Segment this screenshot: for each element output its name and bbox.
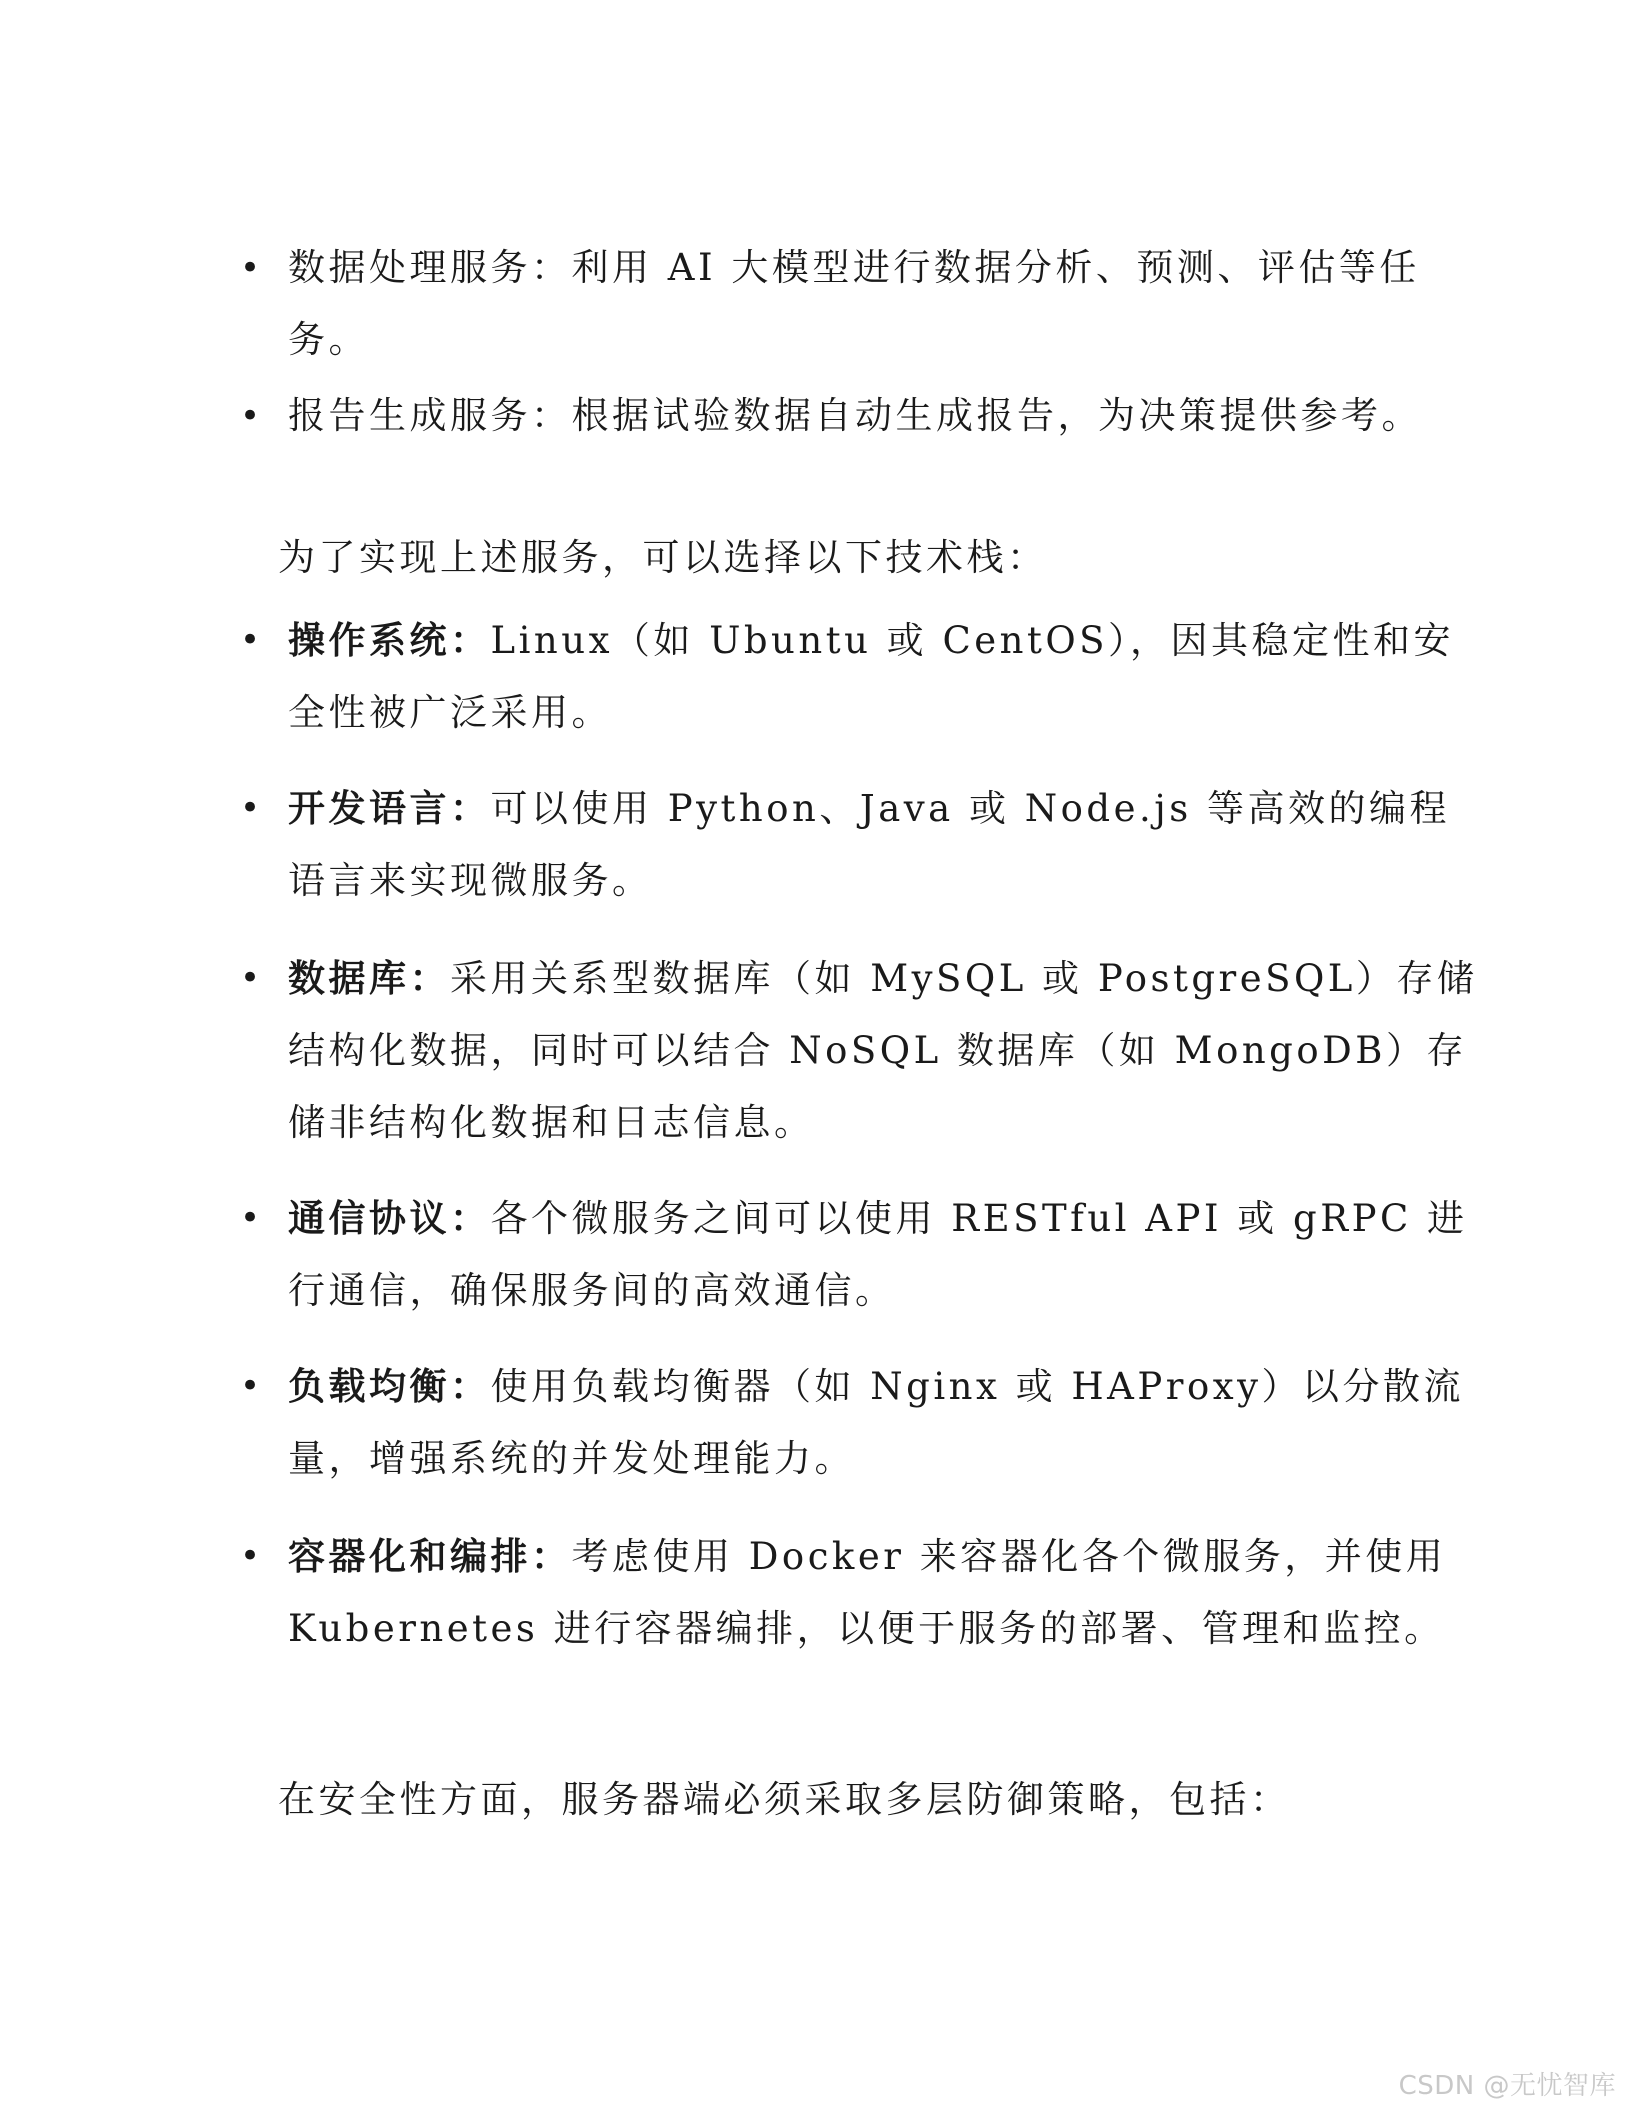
list-item-text: 数据处理服务：利用 AI 大模型进行数据分析、预测、评估等任务。 <box>288 246 1420 361</box>
watermark: CSDN @无忧智库 <box>1398 2071 1616 2101</box>
list-item-text <box>288 1182 1478 1327</box>
bullet: • <box>240 248 261 288</box>
bullet: • <box>240 958 261 998</box>
list-item-lead: 负载均衡： <box>288 1364 491 1408</box>
list-item-body: 各个微服务之间可以使用 RESTful API 或 gRPC 进行通信，确保服务间的高效通信。 <box>288 1197 1468 1312</box>
list-item-text: 报告生成服务：根据试验数据自动生成报告，为决策提供参考。 <box>288 394 1422 437</box>
bullet: • <box>240 1366 261 1406</box>
bullet: • <box>240 1536 261 1576</box>
list-item-body: 考虑使用 Docker 来容器化各个微服务，并使用 Kubernetes 进行容器编排，以便于服务的部署、管理和监控。 <box>288 1535 1447 1650</box>
list-item-text <box>288 604 1478 749</box>
list-item-text <box>288 772 1478 917</box>
bullet: • <box>240 620 261 660</box>
list-item-body: 可以使用 Python、Java 或 Node.js 等高效的编程语言来实现微服务。 <box>288 787 1450 902</box>
list-item-text <box>288 1350 1478 1495</box>
list-item-lead: 容器化和编排： <box>288 1534 572 1578</box>
list-item-text <box>288 1520 1478 1665</box>
intro-paragraph: 为了实现上述服务，可以选择以下技术栈： <box>278 536 1048 579</box>
list-item-body: Linux（如 Ubuntu 或 CentOS），因其稳定性和安全性被广泛采用。 <box>288 619 1455 734</box>
bullet: • <box>240 396 261 436</box>
bullet: • <box>240 788 261 828</box>
bullet: • <box>240 1198 261 1238</box>
list-item-lead: 通信协议： <box>288 1196 491 1240</box>
list-item-lead: 操作系统： <box>288 618 491 662</box>
list-item-text <box>288 942 1478 1159</box>
list-item-lead: 数据库： <box>288 956 450 1000</box>
list-item-lead: 开发语言： <box>288 786 491 830</box>
list-item-body: 使用负载均衡器（如 Nginx 或 HAProxy）以分散流量，增强系统的并发处理能力。 <box>288 1365 1464 1480</box>
outro-paragraph: 在安全性方面，服务器端必须采取多层防御策略，包括： <box>278 1778 1291 1821</box>
list-item-body: 采用关系型数据库（如 MySQL 或 PostgreSQL）存储结构化数据，同时可以结合 NoSQL 数据库（如 MongoDB）存储非结构化数据和日志信息。 <box>288 957 1478 1144</box>
